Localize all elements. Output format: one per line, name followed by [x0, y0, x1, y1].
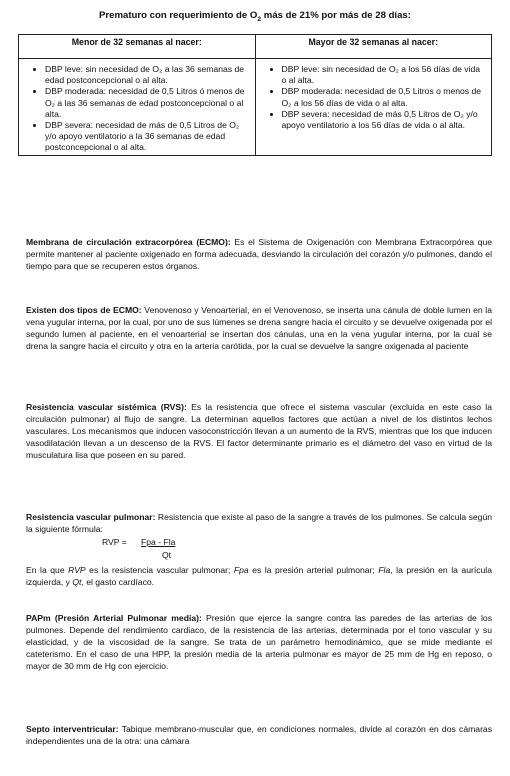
expl-text: es la presión arterial pulmonar;: [248, 565, 379, 576]
list-item: • DBP leve: sin necesidad de O₂ a las 36 semanas de edad postconcepcional o al alta.: [45, 64, 250, 86]
expl-var-qt: Qt: [72, 577, 82, 588]
heading-text-end: más de 21% por más de 28 días:: [261, 10, 411, 21]
table-header-row: [19, 35, 492, 59]
expl-var-fla: Fla: [378, 565, 391, 576]
table-row: [19, 59, 492, 156]
term-rvp: Resistencia vascular pulmonar:: [26, 512, 156, 522]
column-header-left: Menor de 32 semanas al nacer:: [19, 35, 256, 59]
paragraph-papm: [26, 612, 492, 672]
definition-ecmo-types: Venovenoso y Venoarterial, en el Venovenoso, se inserta una cánula de doble lumen en la vena yugular interna, por la cual, por uno de sus lúmenes se drena sangre hacia el circuito y se devuelve oxigenada por el segundo lumen al paciente, en el venoarterial se insertan dos cánulas, una en la vena yugular interna, por la cual se drena la sangre hacia el circuito y otra en la arteria carótida, por la cual se devuelve la sangre oxigenada al paciente: [26, 305, 492, 352]
heading-subscript: 2: [257, 15, 262, 23]
expl-var-fpa: Fpa: [233, 565, 249, 576]
term-ecmo: Membrana de circulación extracorpórea (ECMO):: [26, 237, 231, 247]
list-item: • DBP severa: necesidad de más 0,5 Litros de O₂ y/o apoyo ventilatorio a los 56 días de vida o al alta.: [282, 109, 487, 131]
paragraph-ecmo: [26, 236, 492, 272]
expl-text: En la que: [26, 565, 69, 576]
formula-denominator: Qt: [162, 550, 172, 561]
list-item: • DBP moderada: necesidad de 0,5 Litros o menos de O₂ a los 56 días de vida o al alta.: [282, 86, 487, 108]
formula-lhs: RVP =: [102, 537, 127, 548]
expl-text: , el gasto cardíaco.: [81, 577, 155, 588]
paragraph-ecmo-types: [26, 304, 492, 352]
definition-septo: Tabique membrano-muscular que, en condiciones normales, divide al corazón en dos cámaras independientes una de la otra: una cámara: [26, 724, 493, 747]
term-ecmo-types: Existen dos tipos de ECMO:: [26, 305, 142, 315]
rvp-formula: [26, 536, 492, 562]
term-septo: Septo interventricular:: [26, 724, 119, 734]
expl-text: es la resistencia vascular pulmonar;: [85, 565, 234, 576]
paragraph-rvs: [26, 401, 492, 461]
list-item: • DBP leve: sin necesidad de O₂ a los 56 días de vida o al alta.: [282, 64, 487, 86]
heading-text: Prematuro con requerimiento de O: [99, 10, 258, 21]
paragraph-rvp: [26, 511, 492, 588]
formula-explanation: [26, 565, 492, 587]
criteria-list-right: [260, 64, 487, 131]
column-header-right: Mayor de 32 semanas al nacer:: [255, 35, 492, 59]
table-cell-right: [255, 59, 492, 156]
definition-papm: Presión que ejerce la sangre contra las paredes de las arterias de los pulmones. Depende del rendimiento cardiaco, de la resistencia de las arterias, determinada por el tono vascular y su elasticidad, y de la viscosidad de la sangre. Se trata de un parámetro hemodinámico, que se mide mediante el cateterismo. En el caso de una HPP, la presión media de la arteria pulmonar es mayor de 25 mm de Hg en reposo, o mayor de 30 mm de Hg con ejercicio.: [26, 613, 492, 672]
expl-var-rvp: RVP: [68, 565, 86, 576]
definition-rvp: Resistencia que existe al paso de la sangre a través de los pulmones. Se calcula según la siguiente fórmula:: [26, 512, 493, 535]
table-cell-left: [19, 59, 256, 156]
formula-numerator: Fpa - Fla: [141, 537, 176, 548]
list-item: • DBP severa: necesidad de más de 0,5 Litros de O₂ y/o apoyo ventilatorio a la 36 semanas de edad postconcepcional o al alta.: [45, 120, 250, 154]
term-rvs: Resistencia vascular sistémica (RVS):: [26, 402, 187, 412]
paragraph-septo: [26, 723, 492, 747]
definition-rvs: Es la resistencia que ofrece el sistema vascular (excluida en este caso la circulación pulmonar) al flujo de sangre. La determinan aquellos factores que actúan a nivel de los distintos lechos vasculares. Los mecanismos que inducen vasoconstricción llevan a un aumento de la RVS, mientras que los que inducen vasodilatación llevan a un descenso de la RVS. El factor determinante primario es el diámetro del vaso en virtud de la musculatura lisa que poseen en su pared.: [26, 402, 492, 461]
dbp-classification-table: [18, 34, 492, 156]
criteria-list-left: [23, 64, 250, 153]
expl-text: , la presión en la aurícula izquierda, y: [26, 565, 492, 588]
definition-ecmo: Es el Sistema de Oxigenación con Membrana Extracorpórea que permite mantener al paciente oxigenado en forma adecuada, desviando la circulación del corazón y/o pulmones, dando el tiempo para que se recuperen estos órganos.: [26, 237, 493, 272]
list-item: • DBP moderada: necesidad de 0,5 Litros ó menos de O₂ a las 36 semanas de edad postconcepcional o al alta.: [45, 86, 250, 120]
section-heading: [0, 10, 510, 23]
term-papm: PAPm (Presión Arterial Pulmonar media):: [26, 613, 202, 623]
